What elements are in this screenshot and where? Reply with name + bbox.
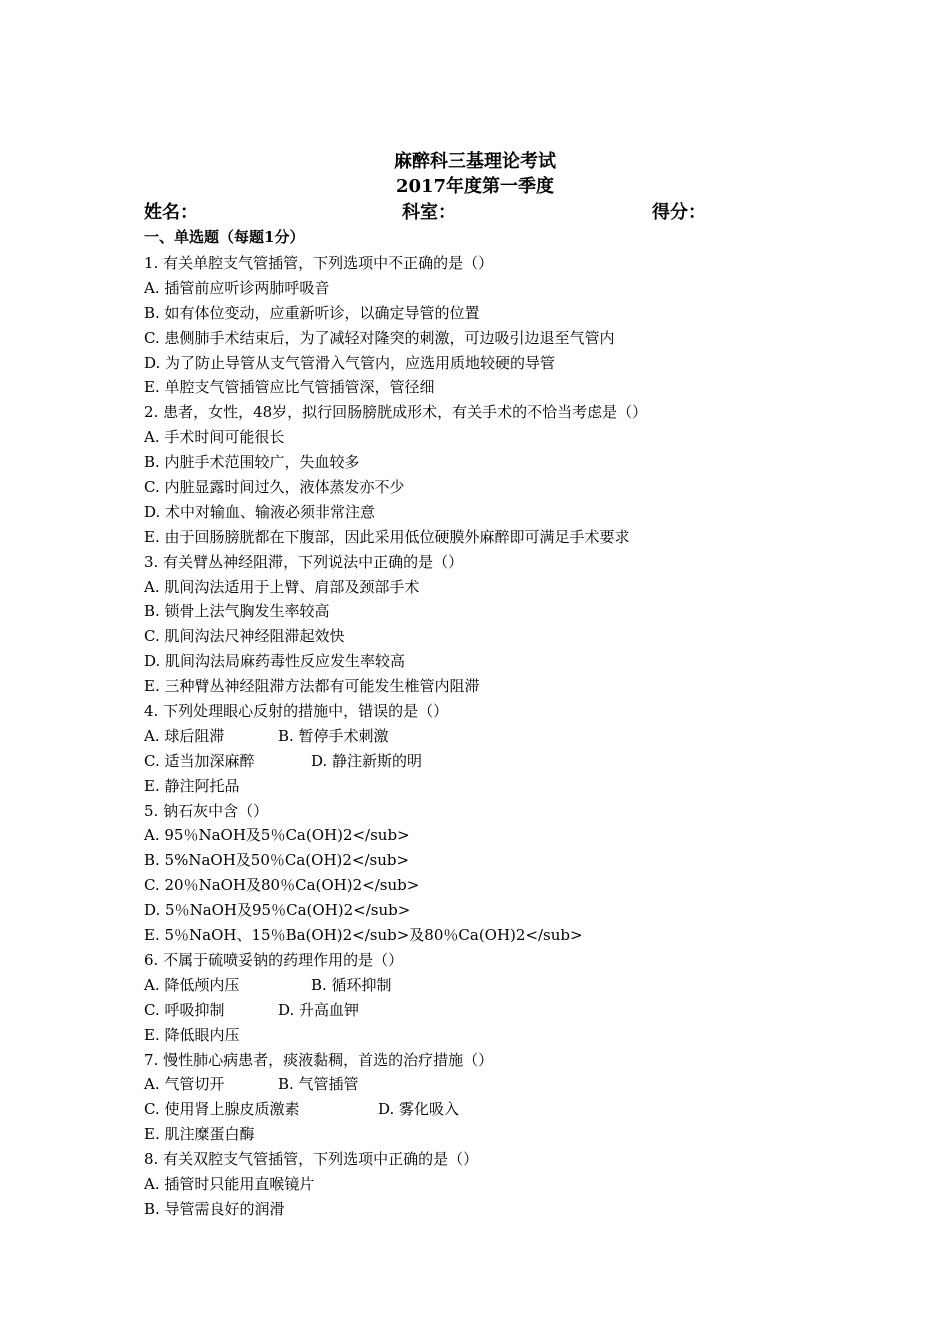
answer-option-second: B. 循环抑制 (311, 975, 392, 994)
line-text: E. 单腔支气管插管应比气管插管深，管径细 (144, 378, 435, 397)
line-text: B. 内脏手术范围较广，失血较多 (144, 453, 360, 472)
line-text: 2. 患者，女性，48岁，拟行回肠膀胱成形术，有关手术的不恰当考虑是（） (144, 403, 648, 422)
line-text: D. 术中对输血、输液必须非常注意 (144, 502, 376, 521)
answer-option-second: D. 雾化吸入 (378, 1100, 460, 1119)
name-label: 姓名： (144, 202, 198, 223)
line-text: A. 手术时间可能很长 (144, 428, 285, 447)
line-text: B. 5%NaOH及50％Ca(OH)2</sub> (144, 851, 410, 870)
line-text: D. 肌间沟法局麻药毒性反应发生率较高 (144, 652, 406, 671)
line-text: C. 使用肾上腺皮质激素 (144, 1100, 300, 1119)
question-stem (144, 550, 844, 575)
line-text: E. 静注阿托品 (144, 776, 240, 795)
answer-option (144, 326, 844, 351)
line-text: D. 为了防止导管从支气管滑入气管内，应选用质地较硬的导管 (144, 353, 556, 372)
line-text: C. 患侧肺手术结束后，为了减轻对隆突的刺激，可边吸引边退至气管内 (144, 328, 615, 347)
answer-option (144, 973, 844, 998)
line-text: 3. 有关臂丛神经阻滞，下列说法中正确的是（） (144, 552, 464, 571)
answer-option (144, 500, 844, 525)
answer-option (144, 351, 844, 376)
line-text: A. 插管前应听诊两肺呼吸音 (144, 278, 330, 297)
answer-option-second: D. 静注新斯的明 (311, 751, 423, 770)
line-text: 7. 慢性肺心病患者，痰液黏稠，首选的治疗措施（） (144, 1050, 494, 1069)
line-text: E. 5％NaOH、15％Ba(OH)2</sub>及80％Ca(OH)2</sub> (144, 926, 583, 945)
answer-option (144, 575, 844, 600)
question-stem (144, 948, 844, 973)
exam-title: 麻醉科三基理论考试 (394, 151, 556, 172)
line-text: B. 如有体位变动，应重新听诊，以确定导管的位置 (144, 303, 480, 322)
answer-option (144, 848, 844, 873)
answer-option (144, 375, 844, 400)
question-stem (144, 699, 844, 724)
line-text: A. 气管切开 (144, 1075, 225, 1094)
answer-option (144, 1122, 844, 1147)
line-text: E. 由于回肠膀胱都在下腹部，因此采用低位硬膜外麻醉即可满足手术要求 (144, 527, 630, 546)
answer-option (144, 624, 844, 649)
line-text: A. 95％NaOH及5％Ca(OH)2</sub> (144, 826, 410, 845)
line-text: 6. 不属于硫喷妥钠的药理作用的是（） (144, 950, 404, 969)
answer-option (144, 898, 844, 923)
line-text: C. 肌间沟法尺神经阻滞起效快 (144, 627, 345, 646)
answer-option (144, 475, 844, 500)
answer-option-second: D. 升高血钾 (278, 1000, 360, 1019)
answer-option-second: B. 气管插管 (278, 1075, 359, 1094)
line-text: A. 球后阻滞 (144, 726, 225, 745)
question-stem (144, 251, 844, 276)
answer-option (144, 525, 844, 550)
answer-option (144, 823, 844, 848)
answer-option (144, 301, 844, 326)
line-text: C. 20％NaOH及80％Ca(OH)2</sub> (144, 876, 420, 895)
answer-option (144, 450, 844, 475)
answer-option (144, 923, 844, 948)
answer-option (144, 425, 844, 450)
department-label: 科室： (402, 202, 456, 223)
line-text: E. 肌注糜蛋白酶 (144, 1125, 255, 1144)
line-text: A. 肌间沟法适用于上臂、肩部及颈部手术 (144, 577, 420, 596)
answer-option (144, 649, 844, 674)
answer-option (144, 1172, 844, 1197)
exam-subtitle: 2017年度第一季度 (395, 176, 555, 197)
answer-option (144, 276, 844, 301)
line-text: A. 插管时只能用直喉镜片 (144, 1174, 315, 1193)
line-text: 4. 下列处理眼心反射的措施中，错误的是（） (144, 702, 449, 721)
answer-option (144, 749, 844, 774)
line-text: C. 适当加深麻醉 (144, 751, 255, 770)
line-text: B. 导管需良好的润滑 (144, 1199, 285, 1218)
line-text: C. 内脏显露时间过久，液体蒸发亦不少 (144, 478, 405, 497)
answer-option (144, 674, 844, 699)
question-stem (144, 799, 844, 824)
line-text: B. 锁骨上法气胸发生率较高 (144, 602, 330, 621)
answer-option (144, 1097, 844, 1122)
question-stem (144, 400, 844, 425)
answer-option (144, 998, 844, 1023)
line-text: D. 5％NaOH及95％Ca(OH)2</sub> (144, 901, 411, 920)
answer-option-second: B. 暂停手术刺激 (278, 726, 389, 745)
line-text: 5. 钠石灰中含（） (144, 801, 269, 820)
line-text: E. 三种臂丛神经阻滞方法都有可能发生椎管内阻滞 (144, 677, 480, 696)
line-text: 1. 有关单腔支气管插管，下列选项中不正确的是（） (144, 254, 494, 272)
section-heading: 一、单选题（每题1分） (144, 228, 305, 246)
question-stem (144, 1147, 844, 1172)
question-list (144, 251, 844, 1222)
answer-option (144, 873, 844, 898)
score-label: 得分： (652, 202, 706, 223)
answer-option (144, 1072, 844, 1097)
answer-option (144, 1023, 844, 1048)
line-text: E. 降低眼内压 (144, 1025, 240, 1044)
line-text: A. 降低颅内压 (144, 975, 240, 994)
answer-option (144, 1197, 844, 1222)
line-text: 8. 有关双腔支气管插管，下列选项中正确的是（） (144, 1150, 479, 1169)
answer-option (144, 724, 844, 749)
answer-option (144, 774, 844, 799)
answer-option (144, 599, 844, 624)
question-stem (144, 1048, 844, 1073)
line-text: C. 呼吸抑制 (144, 1000, 225, 1019)
